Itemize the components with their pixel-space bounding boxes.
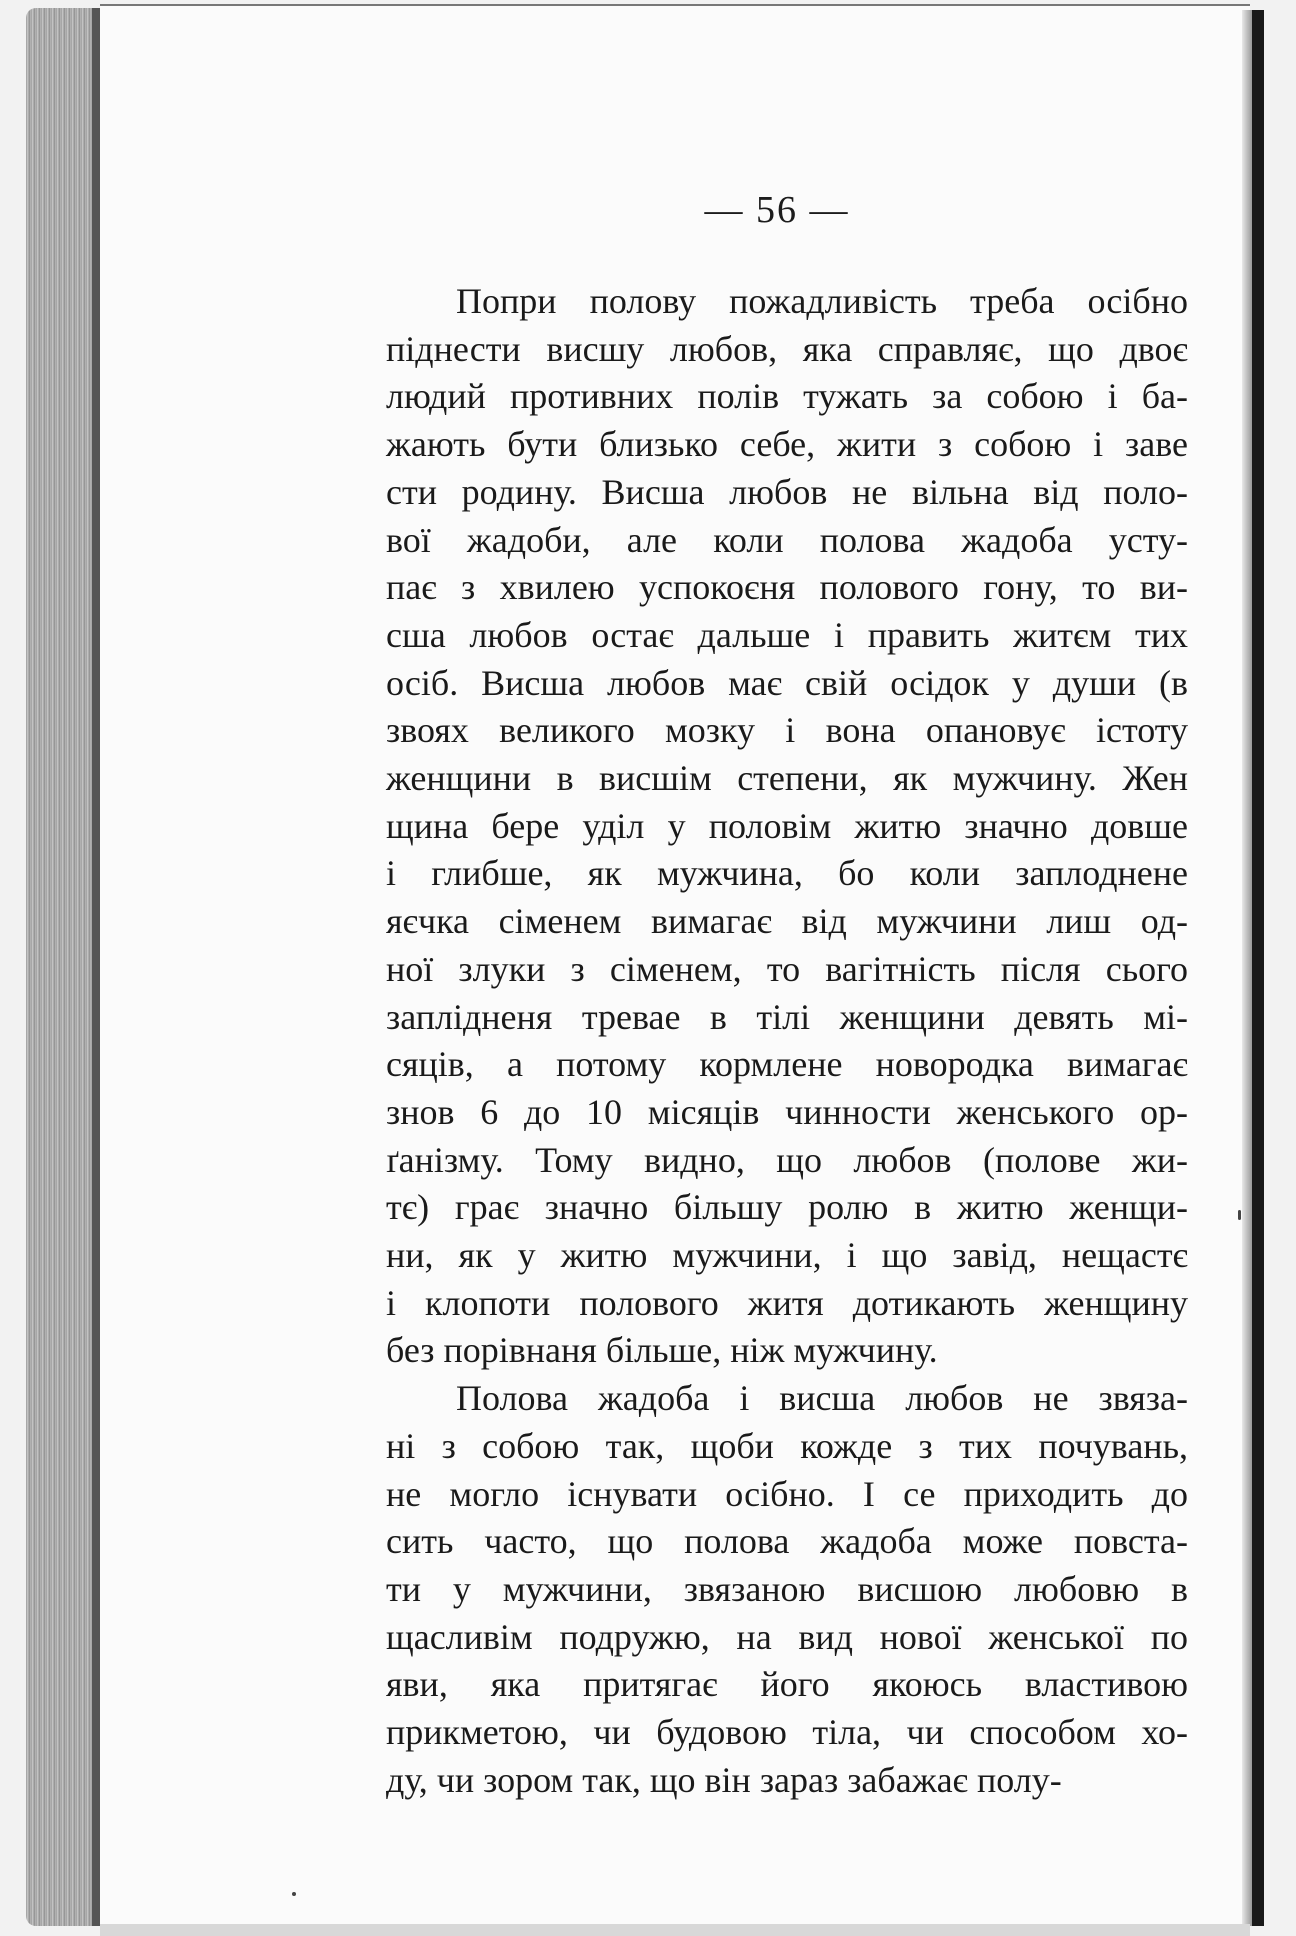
- text-line: яви, яка притягає його якоюсь властивою: [386, 1664, 1188, 1705]
- text-line: звоях великого мозку і вона опановує істоту: [386, 710, 1188, 751]
- text-line: ду, чи зором так, що він зараз забажає полу-: [386, 1759, 1062, 1800]
- text-line: яєчка сіменем вимагає від мужчини лиш од-: [386, 901, 1188, 942]
- page-text: [386, 278, 1188, 1805]
- text-line: заплідненя тревае в тілі женщини девять мі-: [386, 996, 1188, 1037]
- paper-speck: [1238, 1210, 1241, 1220]
- text-line: ти у мужчини, звязаною висшою любовю в: [386, 1568, 1188, 1609]
- text-line: сти родину. Висша любов не вільна від поло-: [386, 471, 1188, 512]
- book-edge-shadow: [92, 8, 100, 1926]
- text-line: сить часто, що полова жадоба може повста-: [386, 1521, 1188, 1562]
- text-line: ни, як у житю мужчини, і що завід, нещастє: [386, 1235, 1188, 1276]
- text-line: знов 6 до 10 місяців чинности женського ор-: [386, 1091, 1188, 1132]
- paper-speck: [292, 1892, 296, 1896]
- text-line: і клопоти полового житя дотикають женщину: [386, 1282, 1188, 1323]
- text-line: ної злуки з сіменем, то вагітність після сього: [386, 948, 1188, 989]
- text-line: пає з хвилею успокоєня полового гону, то ви-: [386, 567, 1188, 608]
- text-line: вої жадоби, але коли полова жадоба усту-: [386, 519, 1188, 560]
- text-line: жають бути близько себе, жити з собою і заве: [386, 424, 1188, 465]
- page-number: — 56 —: [704, 189, 850, 231]
- text-line: без порівнаня більше, ніж мужчину.: [386, 1330, 938, 1371]
- page-gutter: [1242, 10, 1252, 1926]
- text-line: щина бере уділ у половім житю значно довше: [386, 805, 1188, 846]
- text-line: сяців, а потому кормлене новородка вимагає: [386, 1044, 1188, 1085]
- page-bottom-edge: [100, 1924, 1250, 1936]
- text-line: щасливім подружю, на вид нової женської по: [386, 1616, 1188, 1657]
- text-line: ні з собою так, щоби кожде з тих почувань,: [386, 1425, 1188, 1466]
- book-binding: [1252, 10, 1264, 1926]
- text-line: людий противних полів тужать за собою і ба-: [386, 376, 1188, 417]
- text-line: прикметою, чи будовою тіла, чи способом хо-: [386, 1712, 1188, 1753]
- text-line: ґанізму. Тому видно, що любов (полове жи-: [386, 1139, 1188, 1180]
- paragraph-2: [386, 1375, 1188, 1804]
- text-line: Попри полову пожадливість треба осібно: [456, 281, 1188, 321]
- paragraph-1: [386, 278, 1188, 1375]
- text-line: Полова жадоба і висша любов не звяза-: [456, 1378, 1188, 1419]
- text-line: піднести висшу любов, яка справляє, що двоє: [386, 328, 1188, 369]
- text-line: осіб. Висша любов має свій осідок у души (в: [386, 662, 1188, 703]
- book-fore-edge: [26, 8, 98, 1926]
- book-page: [100, 4, 1250, 1930]
- text-line: сша любов остає дальше і править житєм тих: [386, 614, 1188, 655]
- text-line: тє) грає значно більшу ролю в житю женщи-: [386, 1187, 1188, 1228]
- text-line: і глибше, як мужчина, бо коли заплоднене: [386, 853, 1188, 894]
- text-line: не могло існувати осібно. І се приходить до: [386, 1473, 1188, 1514]
- text-line: женщини в висшім степени, як мужчину. Жен: [386, 758, 1188, 799]
